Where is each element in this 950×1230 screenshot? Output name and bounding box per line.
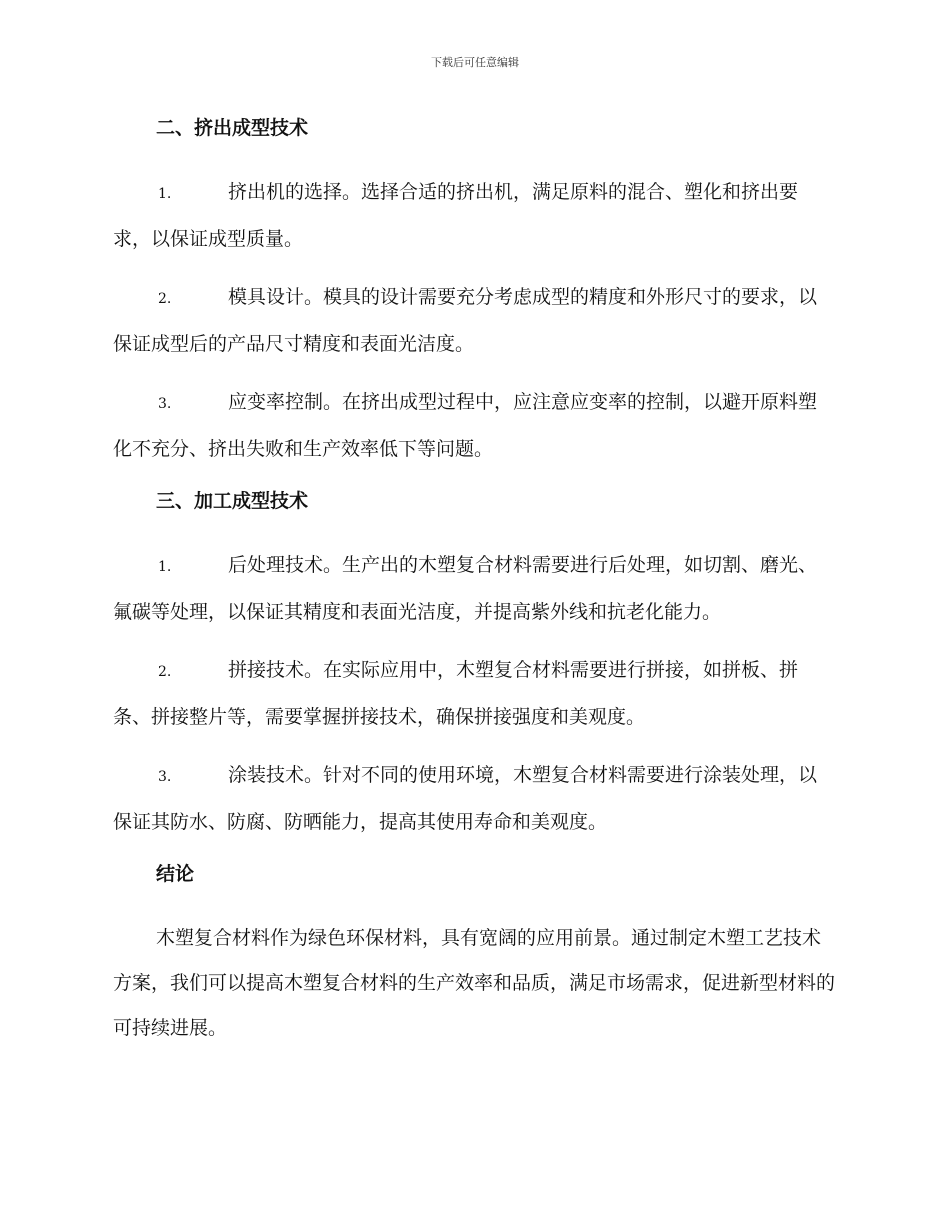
item-text: 拼接技术。在实际应用中，木塑复合材料需要进行拼接，如拼板、拼条、拼接整片等，需要掌握拼接技术，确保拼接强度和美观度。 (113, 659, 799, 728)
page-header-note: 下载后可任意编辑 (431, 56, 519, 69)
item-number: 3. (158, 769, 172, 785)
conclusion-paragraph (113, 916, 835, 1051)
item-text: 后处理技术。生产出的木塑复合材料需要进行后处理，如切割、磨光、氟碳等处理，以保证其精度和表面光洁度，并提高紫外线和抗老化能力。 (113, 554, 818, 623)
item-number: 1. (158, 559, 172, 575)
list-item (113, 275, 835, 367)
section-heading-conclusion: 结论 (156, 863, 195, 885)
list-item (113, 380, 835, 472)
item-text: 挤出机的选择。选择合适的挤出机，满足原料的混合、塑化和挤出要求，以保证成型质量。 (113, 181, 799, 250)
item-text: 涂装技术。针对不同的使用环境，木塑复合材料需要进行涂装处理，以保证其防水、防腐、防晒能力，提高其使用寿命和美观度。 (113, 764, 818, 833)
list-item (113, 753, 835, 845)
item-text: 应变率控制。在挤出成型过程中，应注意应变率的控制，以避开原料塑化不充分、挤出失败和生产效率低下等问题。 (113, 391, 818, 460)
item-number: 2. (158, 664, 172, 680)
section-heading-processing: 三、加工成型技术 (156, 490, 309, 512)
list-item (113, 648, 835, 740)
conclusion-text: 木塑复合材料作为绿色环保材料，具有宽阔的应用前景。通过制定木塑工艺技术方案，我们可以提高木塑复合材料的生产效率和品质，满足市场需求，促进新型材料的可持续进展。 (113, 927, 836, 1039)
paragraph-indent (113, 927, 156, 949)
item-text: 模具设计。模具的设计需要充分考虑成型的精度和外形尺寸的要求，以保证成型后的产品尺寸精度和表面光洁度。 (113, 286, 818, 355)
item-number: 3. (158, 396, 172, 412)
list-item (113, 543, 835, 635)
list-item (113, 170, 835, 262)
document-body (113, 112, 835, 1064)
section-heading-extrusion: 二、挤出成型技术 (156, 117, 309, 139)
item-number: 2. (158, 291, 172, 307)
item-number: 1. (158, 186, 172, 202)
